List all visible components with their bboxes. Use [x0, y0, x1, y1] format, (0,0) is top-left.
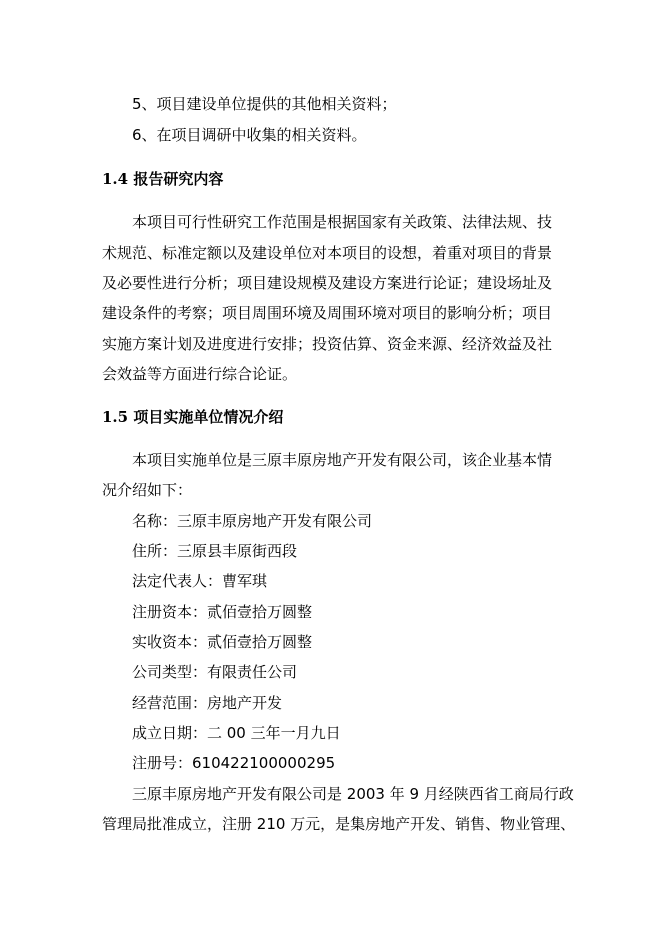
- list-item: 6、在项目调研中收集的相关资料。: [132, 126, 367, 144]
- list-item: 5、项目建设单位提供的其他相关资料；: [132, 95, 397, 113]
- paragraph-line: 况介绍如下：: [102, 481, 193, 499]
- paragraph-line: 会效益等方面进行综合论证。: [102, 365, 298, 383]
- paragraph-line: 本项目可行性研究工作范围是根据国家有关政策、法律法规、技: [132, 213, 553, 231]
- paragraph-line: 三原丰原房地产开发有限公司是 2003 年 9 月经陕西省工商局行政: [132, 785, 574, 803]
- company-info-field: 成立日期：二 00 三年一月九日: [132, 724, 341, 742]
- company-info-field: 住所：三原县丰原街西段: [132, 542, 298, 560]
- company-info-field: 名称：三原丰原房地产开发有限公司: [132, 512, 373, 530]
- company-info-field: 经营范围：房地产开发: [132, 694, 283, 712]
- company-info-field: 注册资本：贰佰壹拾万圆整: [132, 603, 313, 621]
- company-info-field: 注册号：610422100000295: [132, 754, 336, 772]
- paragraph-line: 本项目实施单位是三原丰原房地产开发有限公司，该企业基本情: [132, 451, 553, 469]
- paragraph-line: 及必要性进行分析；项目建设规模及建设方案进行论证；建设场址及: [102, 274, 553, 292]
- paragraph-line: 术规范、标准定额以及建设单位对本项目的设想，着重对项目的背景: [102, 244, 553, 262]
- paragraph-line: 实施方案计划及进度进行安排；投资估算、资金来源、经济效益及社: [102, 335, 553, 353]
- company-info-field: 实收资本：贰佰壹拾万圆整: [132, 633, 313, 651]
- company-info-field: 公司类型：有限责任公司: [132, 663, 298, 681]
- section-heading: 1.4 报告研究内容: [102, 170, 224, 188]
- paragraph-line: 管理局批准成立，注册 210 万元，是集房地产开发、销售、物业管理、: [102, 815, 576, 833]
- section-heading: 1.5 项目实施单位情况介绍: [102, 408, 284, 426]
- company-info-field: 法定代表人：曹军琪: [132, 572, 268, 590]
- paragraph-line: 建设条件的考察；项目周围环境及周围环境对项目的影响分析；项目: [102, 304, 553, 322]
